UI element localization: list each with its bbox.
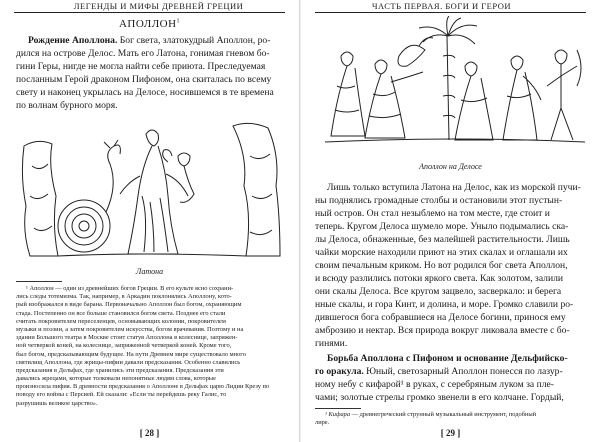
- section-line: [315, 365, 586, 378]
- footnote-line: давались жрецами, которые толковали непонятные людям слова, которые: [16, 375, 216, 383]
- intro-line-bold: Рождение Аполлона.: [28, 35, 118, 46]
- intro-line-text: посланным Герой драконом Пифоном, она скиталась по всему: [16, 74, 272, 85]
- page-number-right: [ 29 ]: [440, 428, 461, 438]
- body-line: амброзию и нектар. Вся природа вокруг ликовала вместе с бо-: [315, 325, 570, 336]
- right-page: [300, 0, 600, 442]
- intro-paragraph: [16, 34, 287, 112]
- intro-line: [16, 47, 287, 60]
- section-line: [315, 352, 586, 365]
- intro-line: [16, 60, 287, 73]
- footnote-line: предсказания в Дельфах, где хранились эти предсказания. Предсказания эти: [16, 366, 224, 374]
- footnote-line: ¹ Аполлон — один из древнейших богов Греции. В его культе ясно сохрани-: [26, 285, 234, 292]
- footnote-line: лись следы тотемизма. Так, например, в Аркадии поклонялись Аполлону, кото-: [16, 293, 232, 301]
- section-line-text: чами; золотые стрелы громко звенели в его колчане. Гордый,: [315, 392, 564, 403]
- footnote-line: стада. Постепенно он все больше становился богом света. Позднее его стали: [16, 309, 226, 317]
- latona-illustration: [18, 116, 283, 262]
- header-rule: [315, 12, 586, 13]
- title-footnote-mark: 1: [176, 18, 181, 25]
- footnote-line: разрушишь великое царство».: [16, 399, 98, 407]
- body-line: дившегося бога собравшиеся на Делосе богини, принося ему: [315, 312, 566, 323]
- footnote-line: рый изображался в виде барана. Первоначально Аполлон был богом, охраняющим: [16, 301, 242, 309]
- apollo-delos-caption: Аполлон на Делосе: [419, 162, 482, 171]
- footnote-line: ной четверкой коней, на колеснице, запряженной четверкой коней. Кроме того,: [16, 342, 232, 350]
- footnote-text: — древнегреческий струнный музыкальный инструмент, подобный: [350, 411, 537, 418]
- footnote-text: лире.: [315, 419, 330, 427]
- intro-line: [16, 86, 287, 99]
- section-heading: Борьба Аполлона с Пифоном и основание Дельфийско-: [327, 353, 568, 364]
- chapter-title: [0, 18, 299, 30]
- intro-line-text: свету и наконец укрылась на Делосе, носившемся в те времена: [16, 87, 274, 98]
- footnote-line: [315, 419, 586, 427]
- section-line: [315, 391, 586, 404]
- page-number-left: [ 28 ]: [139, 428, 160, 438]
- right-footnote: [315, 411, 586, 427]
- intro-line-text: дился на острове Делос. Мать его Латона, гонимая гневом бо-: [16, 48, 270, 59]
- body-line: и всюду разлились потоки яркого света. Как золотом, залили: [315, 273, 564, 284]
- header-rule: [14, 12, 285, 13]
- body-line: своим печальным криком. Но вот родился бог света Аполлон,: [315, 260, 568, 271]
- footnote-rule: [16, 281, 62, 282]
- intro-line: [16, 34, 287, 47]
- body-line: лы Делоса, обнаженные, без малейшей растительности. Лишь: [315, 234, 570, 245]
- apollo-delos-illustration: [315, 16, 590, 156]
- footnote-line: был богом, предсказывающим будущее. На пути Древнем мире существовало много: [16, 350, 246, 358]
- delos-paragraph: [315, 181, 586, 350]
- python-section-paragraph: [315, 352, 586, 404]
- footnote-line: произносила пифия. В древности предсказания о Аполлоне в Дельфах царю Лидии Крезу по: [16, 383, 270, 391]
- running-head-right: ЧАСТЬ ПЕРВАЯ. БОГИ И ГЕРОИ: [372, 1, 511, 11]
- footnote-line: святилищ Аполлона, где жрицы-пифии давали предсказания. Особенно славились: [16, 358, 241, 366]
- footnote-line: музыки и поэзии, а затем покровителем искусства, богом врачевания. Позтому и на: [16, 325, 244, 333]
- latona-caption: Латона: [135, 267, 164, 276]
- section-heading: го оракула.: [315, 366, 364, 377]
- footnote-line: считать покровителем переселенцев, основывающих колонии, покровителем: [16, 317, 226, 325]
- body-line: теперь. Кругом Делоса шумело море. Уныло подымались ска-: [315, 221, 569, 232]
- intro-line: [16, 99, 287, 112]
- left-footnote: [16, 285, 287, 408]
- footnote-line: поводу его войны с Персией. Ей сказали: «Если ты перейдешь реку Галис, то: [16, 391, 227, 399]
- body-line: Лишь только вступила Латона на Делос, как из морской пучи-: [327, 182, 581, 193]
- footnote-line: [315, 411, 586, 419]
- footnote-term: ¹ Кифара: [325, 411, 351, 418]
- body-line: ный остров. Он стал незыблемо на том месте, где стоит и: [315, 208, 550, 219]
- body-line: чайки морские находили приют на этих скалах и оглашали их: [315, 247, 568, 258]
- section-line-text: Юный, светозарный Аполлон понесся по лазур-: [363, 366, 563, 377]
- intro-line-text: гини Геры, нигде не могла найти себе приюта. Преследуемая: [16, 61, 266, 72]
- section-line-text: ному небу с кифарой¹ в руках, с серебряным луком за пле-: [315, 379, 554, 390]
- intro-line-text: по волнам бурного моря.: [16, 100, 118, 111]
- body-line: нные скалы, и гора Кинт, и долина, и море. Громко славили ро-: [315, 299, 574, 310]
- section-line: [315, 378, 586, 391]
- body-line: ны поднялись громадные столбы и остановили этот пустын-: [315, 195, 563, 206]
- chapter-title-text: АПОЛЛОН: [118, 18, 177, 30]
- intro-line: [16, 73, 287, 86]
- footnote-line: здании Большого театра в Москве стоит статуя Аполлона в колеснице, запряжен-: [16, 334, 238, 342]
- body-line: они скалы Делоса. Все кругом зацвело, засверкало: и берега: [315, 286, 562, 297]
- intro-line-text: Бог света, златокудрый Аполлон, ро-: [117, 35, 271, 46]
- running-head-left: ЛЕГЕНДЫ И МИФЫ ДРЕВНЕЙ ГРЕЦИИ: [73, 1, 244, 11]
- footnote-rule: [315, 408, 361, 409]
- body-line: гинями.: [315, 338, 348, 349]
